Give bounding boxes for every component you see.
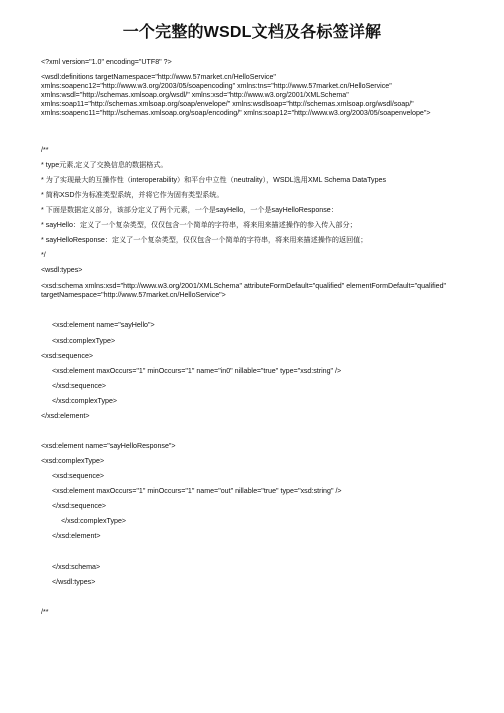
comment-line-sayhello: * sayHello：定义了一个复杂类型，仅仅包含一个简单的字符串，将来用来描述操作的参入传入部分；: [41, 221, 357, 229]
complex-type-open-line-2: <xsd:complexType>: [41, 457, 105, 465]
wsdl-types-open-line: <wsdl:types>: [41, 266, 83, 274]
element-close-line-1: </xsd:element>: [41, 412, 90, 420]
definitions-line-3: xmlns:wsdl="http://schemas.xmlsoap.org/wsdl/" xmlns:xsd="http://www.w3.org/2001/XMLSchema": [41, 91, 349, 99]
xsd-schema-line-1: <xsd:schema xmlns:xsd="http://www.w3.org/2001/XMLSchema" attributeFormDefault="qualified" elementFormDefault="qualified": [41, 282, 447, 290]
definitions-line-5: xmlns:soapenc11="http://schemas.xmlsoap.org/soap/encoding/" xmlns:soap12="http://www.w3.org/2003/05/soapenvelope">: [41, 109, 431, 117]
xsd-schema-line-2: targetNamespace="http://www.57market.cn/HelloService">: [41, 291, 226, 299]
complex-type-close-line-2: </xsd:complexType>: [61, 517, 127, 525]
sequence-close-line-2: </xsd:sequence>: [52, 502, 107, 510]
sequence-open-line-1: <xsd:sequence>: [41, 352, 94, 360]
complex-type-open-line-1: <xsd:complexType>: [52, 337, 116, 345]
document-title: 一个完整的WSDL文档及各标签详解: [122, 24, 382, 41]
definitions-line-1: <wsdl:definitions targetNamespace="http://www.57market.cn/HelloService": [41, 73, 276, 81]
comment-line-elements: * 下面是数据定义部分，该部分定义了两个元素，一个是sayHello，一个是sayHelloResponse：: [41, 206, 338, 214]
sequence-close-line-1: </xsd:sequence>: [52, 382, 107, 390]
definitions-line-4: xmlns:soap11="http://schemas.xmlsoap.org/soap/envelope/" xmlns:wsdlsoap="http://schemas.xmlsoap.org/wsdl/soap/": [41, 100, 414, 108]
element-close-line-2: </xsd:element>: [52, 532, 101, 540]
comment-open-line-bottom: /**: [41, 608, 49, 616]
complex-type-close-line-1: </xsd:complexType>: [52, 397, 118, 405]
sequence-open-line-2: <xsd:sequence>: [52, 472, 105, 480]
comment-line-xsd: * 简称XSD作为标准类型系统，并将它作为固有类型系统。: [41, 191, 224, 199]
comment-open-line: /**: [41, 146, 49, 154]
element-sayhello-line: <xsd:element name="sayHello">: [52, 321, 155, 329]
xml-declaration-line: <?xml version="1.0" encoding="UTF8" ?>: [41, 58, 172, 66]
wsdl-types-close-line: </wsdl:types>: [52, 578, 96, 586]
element-in0-line: <xsd:element maxOccurs="1" minOccurs="1" name="in0" nillable="true" type="xsd:string" />: [52, 367, 342, 375]
definitions-line-2: xmlns:soapenc12="http://www.w3.org/2003/05/soapencoding" xmlns:tns="http://www.57market.cn/HelloService": [41, 82, 392, 90]
comment-line-sayhelloresponse: * sayHelloResponse：定义了一个复杂类型，仅仅包含一个简单的字符串，将来用来描述操作的返回值；: [41, 236, 368, 244]
element-out-line: <xsd:element maxOccurs="1" minOccurs="1" name="out" nillable="true" type="xsd:string" />: [52, 487, 342, 495]
comment-close-line: */: [41, 251, 46, 259]
comment-line-interoperability: * 为了实现最大的互操作性（interoperability）和平台中立性（neutrality），WSDL选用XML Schema DataTypes: [41, 176, 387, 184]
xsd-schema-close-line: </xsd:schema>: [52, 563, 101, 571]
element-sayhelloresponse-line: <xsd:element name="sayHelloResponse">: [41, 442, 176, 450]
comment-line-type: * type元素,定义了交换信息的数据格式。: [41, 161, 168, 169]
